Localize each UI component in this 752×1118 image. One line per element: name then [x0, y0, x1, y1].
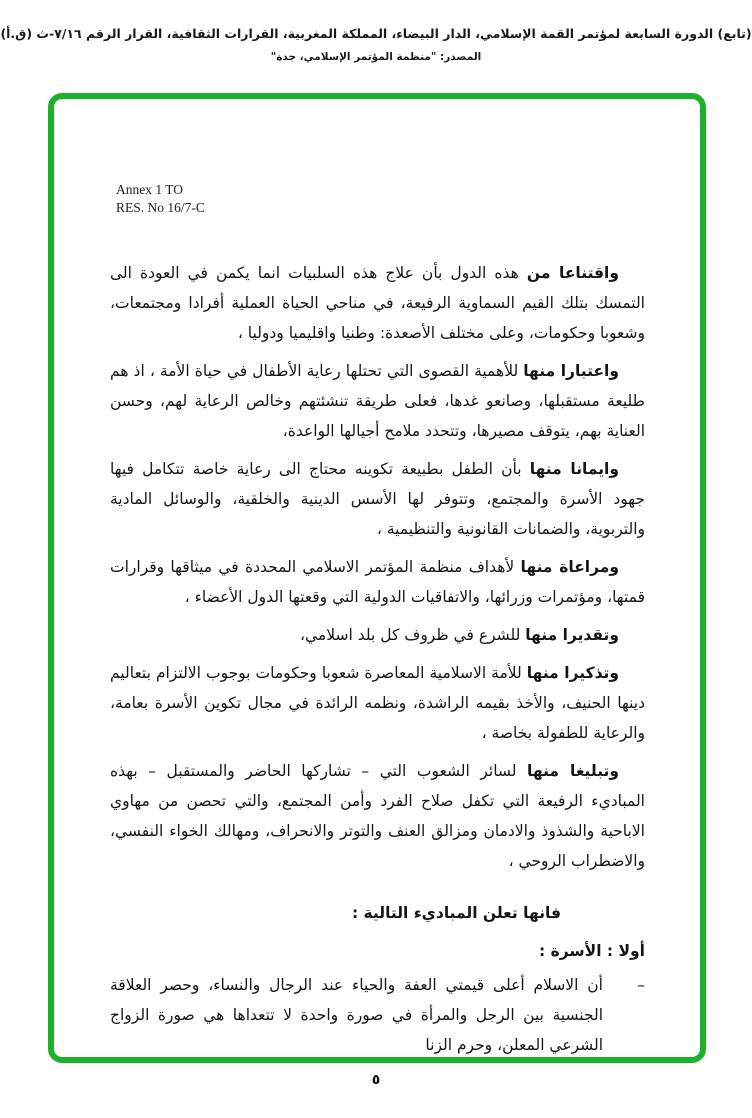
paragraph-faith	[110, 454, 645, 544]
paragraph-lead: وتبليغا منها	[527, 762, 619, 781]
paragraph-rest: للشرع في ظروف كل بلد اسلامي،	[300, 626, 526, 645]
annex-line-2: RES. No 16/7-C	[116, 199, 205, 215]
paragraph-lead: واعتبارا منها	[523, 362, 619, 381]
dash-bullet-icon: –	[637, 976, 645, 995]
page-frame	[48, 93, 706, 1063]
document-header	[0, 26, 752, 63]
page-number: ٥	[371, 1072, 381, 1088]
header-citation-line: (تابع) الدورة السابعة لمؤتمر القمة الإسلامي، الدار البيضاء، المملكة المغربية، القرارات الثقافية، القرار الرقم ٧/١٦-ث (ق.أ)	[0, 26, 752, 41]
paragraph-lead: ومراعاة منها	[520, 558, 619, 577]
paragraph-conviction	[110, 258, 645, 348]
paragraph-lead: وايمانا منها	[529, 460, 620, 479]
header-source-line: المصدر: "منظمة المؤتمر الإسلامي، جدة"	[270, 51, 482, 63]
paragraph-notification	[110, 756, 645, 876]
paragraph-lead: واقتناعا من	[526, 264, 619, 283]
paragraph-rest: لسائر الشعوب التي – تشاركها الحاضر والمستقبل – بهذه المباديء الرفيعة التي تكفل صلاح الفرد وأمن المجتمع، والتي تحصن من مهاوي الاباحية والشذوذ والادمان ومزالق العنف والتوتر والانحراف، ومهالك الخواء النفسي، والاضطراب الروحي ،	[110, 762, 645, 871]
section-heading-family: أولا : الأسرة :	[539, 942, 645, 961]
annex-reference	[116, 181, 700, 216]
paragraph-rest: للأمة الاسلامية المعاصرة شعوبا وحكومات بوجوب الالتزام بتعاليم دينها الحنيف، والأخذ بقيمه الراشدة، ونظمه الرائدة في مجال تكوين الأسرة بعامة، والرعاية للطفولة بخاصة ،	[110, 664, 645, 743]
declaration-line: فانها تعلن المباديء التالية :	[351, 904, 561, 923]
paragraph-reminder	[110, 658, 645, 748]
paragraph-rest: للأهمية القصوى التي تحتلها رعاية الأطفال في حياة الأمة ، اذ هم طليعة مستقبلها، وصانعو غدها، فعلى طريقة تنشئتهم وخالص الرعاية لهم، وحسن العناية بهم، يتوقف مصيرها، وتتحدد ملامح أجيالها الواعدة،	[110, 362, 645, 441]
arabic-body-text	[54, 258, 700, 1060]
list-item-text: أن الاسلام أعلى قيمتي العفة والحياء عند الرجال والنساء، وحصر العلاقة الجنسية بين الرجل والمرأة في صورة واحدة لا تتعداها هي صورة الزواج الشرعي المعلن، وحرم الزنا	[110, 976, 603, 1055]
paragraph-lead: وتقديرا منها	[525, 626, 619, 645]
list-item	[110, 970, 645, 1060]
paragraph-rest: بأن الطفل بطبيعة تكوينه محتاج الى رعاية خاصة تتكامل فيها جهود الأسرة والمجتمع، وتتوفر لها الأسس الدينية والخلقية، والوسائل المادية والتربوية، والضمانات القانونية والتنظيمية ،	[110, 460, 645, 539]
paragraph-appreciation	[110, 620, 645, 650]
paragraph-rest: هذه الدول بأن علاج هذه السلبيات انما يكمن في العودة الى التمسك بتلك القيم السماوية الرفيعة، في مناحي الحياة العملية أفرادا ومجتمعات، وشعوبا وحكومات، وعلى مختلف الأصعدة: وطنيا واقليميا ودوليا ،	[110, 264, 645, 343]
paragraph-observance	[110, 552, 645, 612]
paragraph-lead: وتذكيرا منها	[526, 664, 619, 683]
annex-line-1: Annex 1 TO	[116, 182, 183, 197]
paragraph-rest: لأهداف منظمة المؤتمر الاسلامي المحددة في ميثاقها وقرارات قمتها، ومؤتمرات وزرائها، والاتفاقيات الدولية التي وقعتها الدول الأعضاء ،	[110, 558, 645, 607]
paragraph-consideration	[110, 356, 645, 446]
